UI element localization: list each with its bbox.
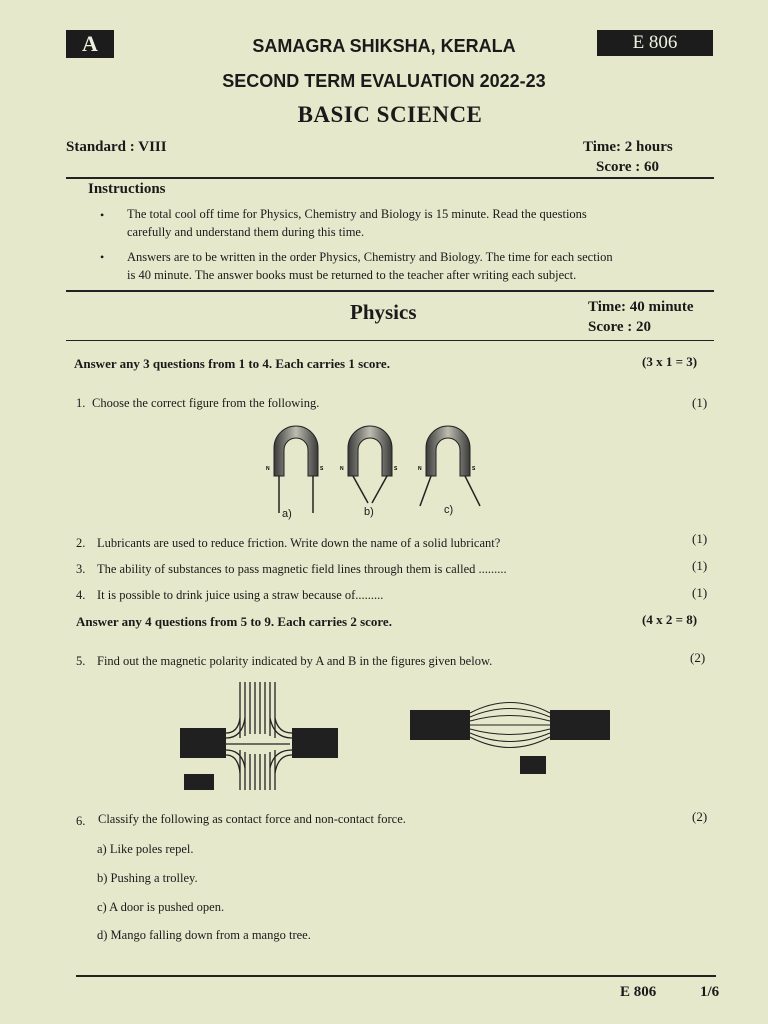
subject-title: BASIC SCIENCE — [297, 102, 483, 127]
bullet-icon: • — [100, 208, 105, 222]
svg-text:N: N — [418, 466, 422, 472]
option-item: c) A door is pushed open. — [97, 900, 225, 914]
question-marks: (1) — [692, 531, 708, 546]
question-number: 5. — [76, 654, 86, 668]
figure-label-c: c) — [444, 504, 454, 516]
instruction-item-2 — [127, 248, 717, 284]
svg-text:S: S — [472, 466, 476, 472]
part2-instruction: Answer any 4 questions from 5 to 9. Each carries 2 score. — [76, 614, 392, 629]
option-item: b) Pushing a trolley. — [97, 871, 198, 885]
svg-text:S: S — [394, 466, 398, 472]
question-text: Lubricants are used to reduce friction. Write down the name of a solid lubricant? — [97, 536, 501, 550]
svg-text:N: N — [340, 466, 344, 472]
part1-instruction: Answer any 3 questions from 1 to 4. Each carries 1 score. — [74, 356, 390, 371]
question-text: Classify the following as contact force and non-contact force. — [98, 812, 406, 826]
section-time: Time: 40 minute — [588, 299, 694, 315]
page-number: 1/6 — [700, 984, 720, 1000]
option-item: a) Like poles repel. — [97, 842, 194, 856]
question-marks: (1) — [692, 558, 708, 573]
organization-title: SAMAGRA SHIKSHA, KERALA — [252, 36, 516, 56]
magnet-b-icon — [340, 426, 398, 503]
question-marks: (1) — [692, 585, 708, 600]
question-marks: (1) — [692, 395, 708, 410]
header-divider — [66, 177, 714, 179]
question-text: The ability of substances to pass magnetic field lines through them is called ......... — [97, 562, 507, 576]
magnet-a-icon — [266, 426, 324, 513]
question-number: 1. — [76, 396, 86, 410]
instruction-line: Answers are to be written in the order Physics, Chemistry and Biology. The time for each section — [127, 250, 613, 264]
section-score: Score : 20 — [588, 319, 652, 335]
question-text: Find out the magnetic polarity indicated by A and B in the figures given below. — [97, 654, 493, 668]
instruction-item-1 — [127, 205, 717, 241]
section-divider — [66, 340, 714, 341]
question-number: 6. — [76, 814, 86, 828]
question-number: 2. — [76, 536, 86, 550]
part1-marks: (3 x 1 = 3) — [642, 354, 698, 369]
figure-label-a: a) — [282, 508, 292, 520]
standard-label: Standard : VIII — [66, 139, 167, 155]
question-text: Choose the correct figure from the following. — [92, 396, 320, 410]
question-marks: (2) — [692, 809, 708, 824]
svg-text:S: S — [320, 466, 324, 472]
question-number: 3. — [76, 562, 86, 576]
section-title: Physics — [350, 300, 417, 324]
bullet-icon: • — [100, 250, 105, 264]
figure-label-b: b) — [364, 506, 374, 518]
instructions-divider — [66, 290, 714, 292]
magnet-repel-figure — [178, 678, 348, 794]
magnet-attract-figure — [408, 692, 612, 778]
question-number: 4. — [76, 588, 86, 602]
set-label-box: A — [66, 30, 114, 58]
question-text: It is possible to drink juice using a straw because of......... — [97, 588, 384, 602]
instruction-line: The total cool off time for Physics, Chemistry and Biology is 15 minute. Read the questions — [127, 207, 587, 221]
instructions-title: Instructions — [88, 181, 166, 197]
part2-marks: (4 x 2 = 8) — [642, 612, 698, 627]
svg-text:N: N — [266, 466, 270, 472]
total-time: Time: 2 hours — [583, 139, 673, 155]
footer-code: E 806 — [620, 984, 657, 1000]
question-marks: (2) — [690, 650, 706, 665]
paper-code-box: E 806 — [597, 30, 713, 56]
exam-title: SECOND TERM EVALUATION 2022-23 — [222, 71, 546, 91]
instruction-line: is 40 minute. The answer books must be returned to the teacher after writing each subject. — [127, 268, 577, 282]
footer-divider — [76, 975, 716, 977]
option-item: d) Mango falling down from a mango tree. — [97, 928, 311, 942]
total-score: Score : 60 — [596, 159, 660, 175]
instruction-line: carefully and understand them during this time. — [127, 225, 365, 239]
magnet-c-icon — [418, 426, 480, 506]
